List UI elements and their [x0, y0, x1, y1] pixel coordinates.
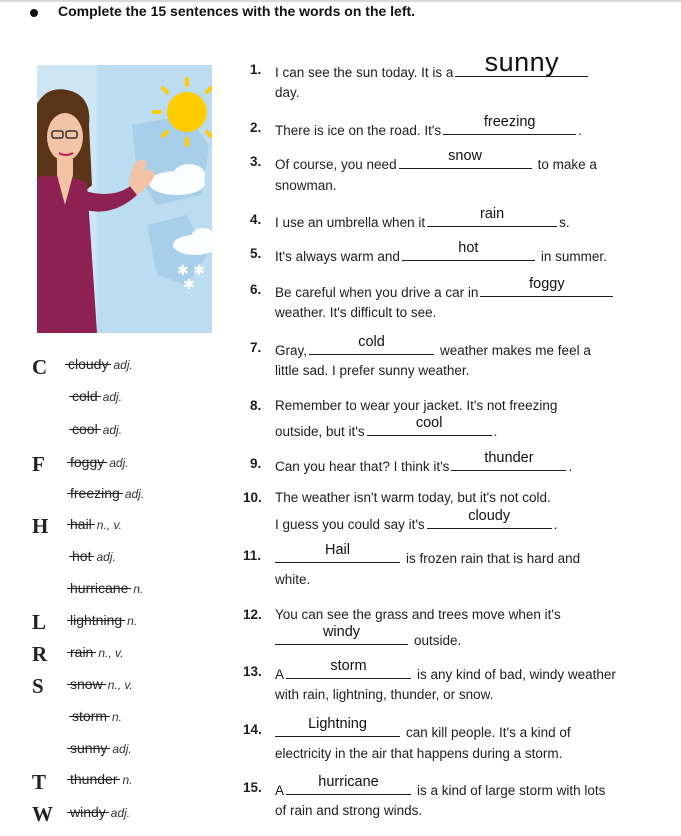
sentence-line: A hurricane is a kind of large storm with lots: [275, 774, 606, 798]
sentence-number: 15.: [243, 780, 262, 795]
answer-blank[interactable]: Lightning: [275, 722, 400, 737]
sentence-line: Can you hear that? I think it's thunder .: [275, 450, 573, 474]
sentence-line: Gray, cold weather makes me feel a: [275, 334, 591, 358]
word-bank-item: cool adj.: [72, 421, 123, 437]
word-bank-letter-l: L: [32, 610, 47, 634]
word-bank-item: hurricane n.: [70, 580, 144, 596]
answer-blank[interactable]: storm: [286, 664, 411, 679]
answer-blank[interactable]: freezing: [443, 120, 576, 135]
sentence-line: I use an umbrella when it rain s.: [275, 206, 570, 230]
answer-blank[interactable]: snow: [399, 154, 532, 169]
top-rule: [0, 0, 681, 2]
sentence-number: 13.: [243, 664, 262, 679]
word-bank-item: thunder n.: [70, 771, 133, 787]
word-bank-letter-h: H: [32, 514, 49, 538]
sentence-line: windy outside.: [275, 630, 461, 648]
sentence-line: Hail is frozen rain that is hard and: [275, 548, 580, 566]
word-bank-item: windy adj.: [70, 804, 131, 820]
sentence-line: electricity in the air that happens during a storm.: [275, 746, 563, 761]
svg-text:✱: ✱: [183, 277, 195, 293]
sentence-number: 4.: [250, 212, 262, 227]
sentence-line: outside, but it's cool .: [275, 415, 498, 439]
word-bank-letter-c: C: [32, 355, 48, 379]
answer-blank[interactable]: cloudy: [427, 514, 552, 529]
answer-blank[interactable]: foggy: [480, 282, 613, 297]
sentence-line: I can see the sun today. It is a sunny: [275, 62, 590, 80]
word-bank-item: lightning n.: [70, 612, 138, 628]
sentence-number: 6.: [250, 282, 262, 297]
answer-blank[interactable]: rain: [427, 212, 557, 227]
sentence-line: weather. It's difficult to see.: [275, 305, 437, 320]
sentence-line: It's always warm and hot in summer.: [275, 240, 607, 264]
sentence-line: day.: [275, 85, 300, 100]
weather-presenter-illustration: [37, 65, 212, 333]
sentence-line: Of course, you need snow to make a: [275, 148, 597, 172]
word-bank-letter-r: R: [32, 642, 48, 666]
word-bank-item: snow n., v.: [70, 676, 133, 692]
word-bank-item: cloudy adj.: [68, 356, 133, 372]
word-bank-item: foggy adj.: [70, 454, 129, 470]
word-bank-letter-f: F: [32, 452, 45, 476]
answer-blank[interactable]: thunder: [451, 456, 566, 471]
instructions-title: Complete the 15 sentences with the words on the left.: [58, 3, 416, 19]
word-bank-item: storm n.: [72, 708, 123, 724]
word-bank-item: cold adj.: [72, 388, 123, 404]
answer-blank[interactable]: cool: [367, 421, 492, 436]
sentence-number: 12.: [243, 607, 262, 622]
sentence-line: of rain and strong winds.: [275, 803, 423, 818]
sentence-line: Remember to wear your jacket. It's not freezing: [275, 398, 558, 413]
word-bank-item: hot adj.: [72, 548, 116, 564]
word-bank-item: sunny adj.: [70, 740, 132, 756]
word-bank-letter-w: W: [32, 802, 53, 826]
word-bank-item: hail n., v.: [70, 516, 122, 532]
svg-text:✱ ✱: ✱ ✱: [177, 263, 205, 279]
sentence-line: You can see the grass and trees move when it's: [275, 607, 561, 622]
sentence-number: 11.: [243, 548, 262, 563]
word-bank-item: freezing adj.: [70, 485, 145, 501]
sentence-line: Lightning can kill people. It's a kind of: [275, 722, 571, 740]
sentence-line: white.: [275, 572, 311, 587]
sentence-line: I guess you could say it's cloudy .: [275, 508, 558, 532]
sentence-number: 3.: [250, 154, 262, 169]
answer-blank[interactable]: hurricane: [286, 780, 411, 795]
bullet-icon: [30, 9, 38, 17]
answer-blank[interactable]: Hail: [275, 548, 400, 563]
answer-blank[interactable]: windy: [275, 630, 408, 645]
sentence-number: 2.: [250, 120, 262, 135]
sentence-number: 14.: [243, 722, 262, 737]
sentence-number: 8.: [250, 398, 262, 413]
answer-blank[interactable]: cold: [309, 340, 434, 355]
sentence-number: 1.: [250, 62, 262, 77]
sentence-line: The weather isn't warm today, but it's not cold.: [275, 490, 551, 505]
sentence-number: 9.: [250, 456, 262, 471]
sentence-number: 5.: [250, 246, 262, 261]
sentence-line: with rain, lightning, thunder, or snow.: [275, 687, 494, 702]
sentence-line: There is ice on the road. It's freezing .: [275, 114, 582, 138]
sentence-number: 7.: [250, 340, 262, 355]
word-bank-letter-t: T: [32, 770, 47, 794]
answer-blank[interactable]: sunny: [455, 62, 588, 77]
sentence-line: A storm is any kind of bad, windy weather: [275, 658, 616, 682]
sentence-line: little sad. I prefer sunny weather.: [275, 363, 470, 378]
word-bank-letter-s: S: [32, 674, 44, 698]
answer-blank[interactable]: hot: [402, 246, 535, 261]
sentence-line: Be careful when you drive a car in foggy: [275, 282, 615, 300]
sentence-line: snowman.: [275, 178, 337, 193]
word-bank-item: rain n., v.: [70, 644, 124, 660]
sentence-number: 10.: [243, 490, 262, 505]
